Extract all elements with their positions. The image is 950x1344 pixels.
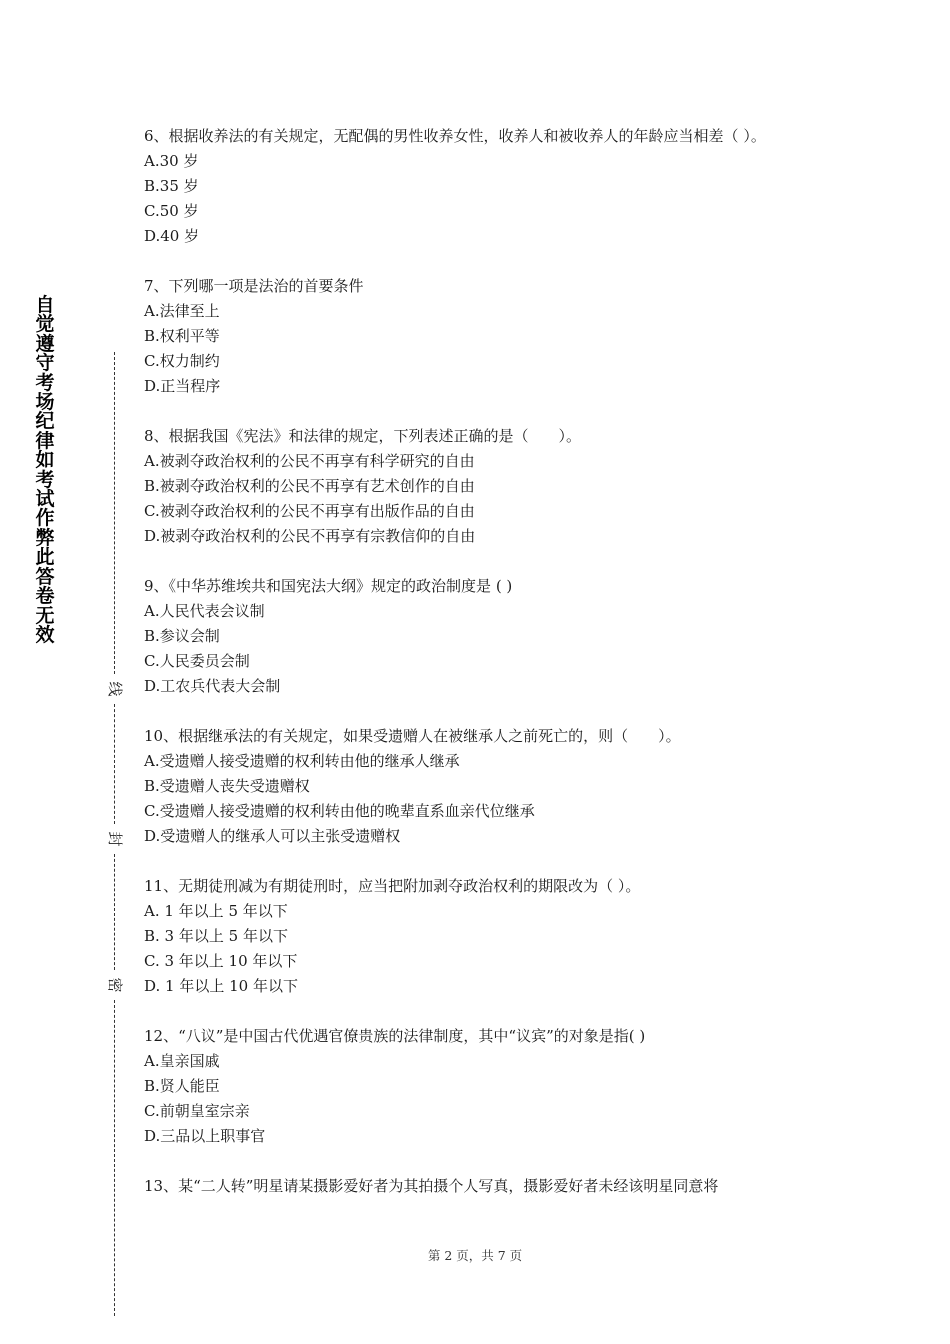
option-a: A.被剥夺政治权利的公民不再享有科学研究的自由 [144, 452, 475, 470]
option-c: C.被剥夺政治权利的公民不再享有出版作品的自由 [144, 502, 475, 520]
option-b: B.参议会制 [144, 627, 220, 645]
question-stem: 7、下列哪一项是法治的首要条件 [144, 277, 364, 295]
question-7 [144, 274, 824, 399]
option-d: D.40 岁 [144, 227, 200, 245]
option-a: A. 1 年以上 5 年以下 [144, 902, 288, 920]
option-c: C.前朝皇室宗亲 [144, 1102, 250, 1120]
page-number-footer: 第 2 页，共 7 页 [427, 1248, 523, 1263]
option-c: C.人民委员会制 [144, 652, 250, 670]
option-b: B.35 岁 [144, 177, 199, 195]
option-a: A.30 岁 [144, 152, 199, 170]
question-stem: 11、无期徒刑减为有期徒刑时，应当把附加剥夺政治权利的期限改为（ ）。 [144, 877, 641, 895]
option-b: B. 3 年以上 5 年以下 [144, 927, 288, 945]
question-9 [144, 574, 824, 699]
option-c: C.50 岁 [144, 202, 199, 220]
option-d: D.工农兵代表大会制 [144, 677, 281, 695]
option-a: A.法律至上 [144, 302, 220, 320]
option-c: C. 3 年以上 10 年以下 [144, 952, 298, 970]
option-b: B.贤人能臣 [144, 1077, 220, 1095]
binding-dashed-line-segment [114, 1000, 115, 1316]
option-b: B.受遗赠人丧失受遗赠权 [144, 777, 310, 795]
question-8 [144, 424, 824, 549]
option-d: D.正当程序 [144, 377, 221, 395]
option-d: D.三品以上职事官 [144, 1127, 266, 1145]
question-stem: 6、根据收养法的有关规定，无配偶的男性收养女性，收养人和被收养人的年龄应当相差（ ）。 [144, 127, 766, 145]
question-13 [144, 1174, 824, 1199]
question-stem: 12、“八议”是中国古代优遇官僚贵族的法律制度，其中“议宾”的对象是指( ) [144, 1027, 646, 1045]
option-b: B.被剥夺政治权利的公民不再享有艺术创作的自由 [144, 477, 475, 495]
option-a: A.受遗赠人接受遗赠的权利转由他的继承人继承 [144, 752, 460, 770]
option-c: C.权力制约 [144, 352, 220, 370]
option-d: D.被剥夺政治权利的公民不再享有宗教信仰的自由 [144, 527, 476, 545]
binding-dashed-line-segment [114, 352, 115, 674]
binding-mark-line: 线 [106, 681, 124, 697]
question-12 [144, 1024, 824, 1149]
option-d: D. 1 年以上 10 年以下 [144, 977, 298, 995]
binding-dashed-line-segment [114, 854, 115, 970]
question-stem: 9、《中华苏维埃共和国宪法大纲》规定的政治制度是 ( ) [144, 577, 513, 595]
option-b: B.权利平等 [144, 327, 220, 345]
option-a: A.皇亲国戚 [144, 1052, 220, 1070]
question-11 [144, 874, 824, 999]
binding-dashed-line-segment [114, 704, 115, 824]
question-6 [144, 124, 824, 249]
question-stem: 13、某“二人转”明星请某摄影爱好者为其拍摄个人写真，摄影爱好者未经该明星同意将 [144, 1177, 719, 1195]
option-a: A.人民代表会议制 [144, 602, 265, 620]
binding-mark-secret: 密 [106, 977, 124, 993]
question-10 [144, 724, 824, 849]
exam-discipline-warning: 自觉遵守考场纪律如考试作弊此答卷无效 [35, 294, 55, 646]
question-list [144, 124, 824, 1224]
option-d: D.受遗赠人的继承人可以主张受遗赠权 [144, 827, 401, 845]
question-stem: 10、根据继承法的有关规定，如果受遗赠人在被继承人之前死亡的，则（ ）。 [144, 727, 681, 745]
question-stem: 8、根据我国《宪法》和法律的规定，下列表述正确的是（ ）。 [144, 427, 582, 445]
binding-mark-seal: 封 [106, 831, 124, 847]
option-c: C.受遗赠人接受遗赠的权利转由他的晚辈直系血亲代位继承 [144, 802, 535, 820]
